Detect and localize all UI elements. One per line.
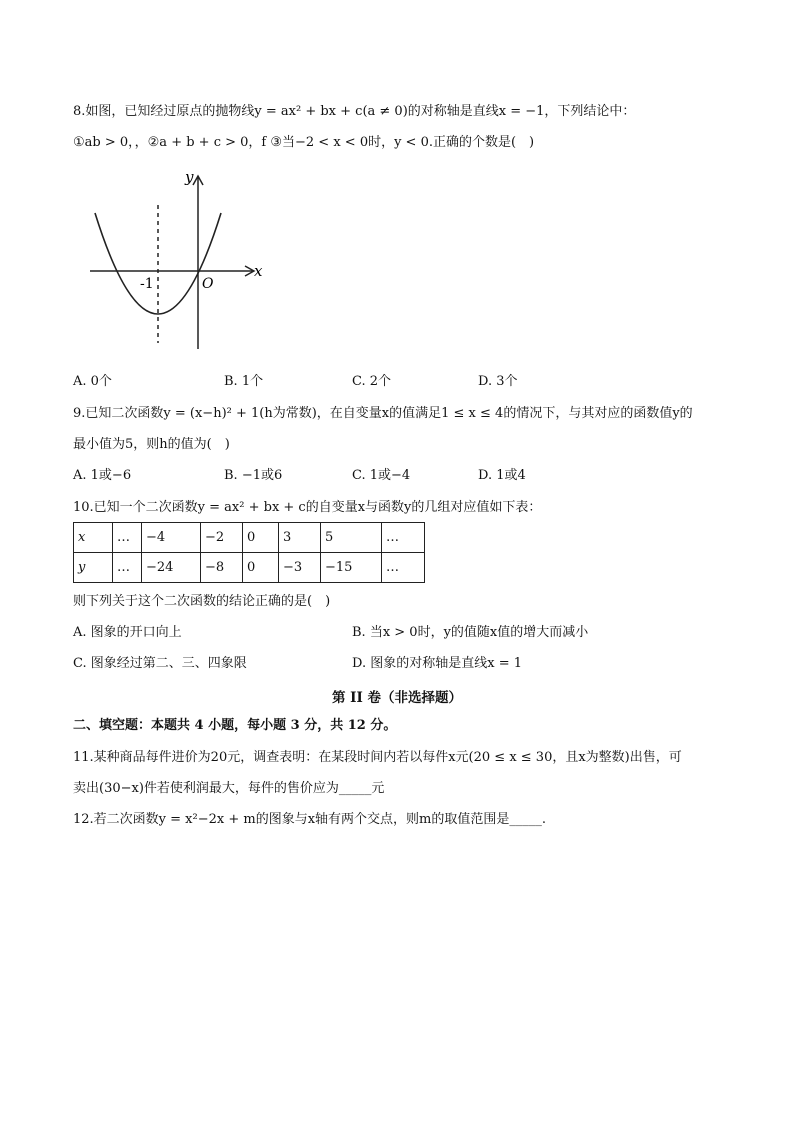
y-axis-label: y [185, 168, 194, 186]
q8-stem-line1: 8.如图，已知经过原点的抛物线y = ax² + bx + c(a ≠ 0)的对称轴是直线x = −1，下列结论中： [73, 104, 636, 119]
table-cell: −4 [142, 523, 201, 553]
q8-parabola-graph [85, 165, 270, 355]
table-cell: −2 [201, 523, 243, 553]
table-cell: −24 [142, 553, 201, 583]
q8-option-a[interactable]: A. 0个 [73, 374, 112, 389]
origin-label: O [202, 276, 214, 292]
table-cell: x [74, 523, 113, 553]
table-cell: … [382, 553, 425, 583]
q9-option-b[interactable]: B. −1或6 [224, 468, 283, 483]
table-cell: … [113, 553, 142, 583]
table-cell: 0 [243, 523, 279, 553]
x-axis-label: x [254, 262, 263, 280]
table-cell: −3 [279, 553, 321, 583]
table-cell: … [113, 523, 142, 553]
q8-option-b[interactable]: B. 1个 [224, 374, 264, 389]
q11-line1: 11.某种商品每件进价为20元，调查表明：在某段时间内若以每件x元(20 ≤ x ≤ 30，且x为整数)出售，可 [73, 750, 682, 765]
q10-values-table [73, 522, 425, 583]
q10-stem: 10.已知一个二次函数y = ax² + bx + c的自变量x与函数y的几组对应值如下表： [73, 500, 542, 515]
table-cell: −8 [201, 553, 243, 583]
table-cell: −15 [321, 553, 382, 583]
q9-option-c[interactable]: C. 1或−4 [352, 468, 411, 483]
q12-line1: 12.若二次函数y = x²−2x + m的图象与x轴有两个交点，则m的取值范围是_____. [73, 812, 546, 827]
table-row [74, 523, 425, 553]
table-cell: 0 [243, 553, 279, 583]
q9-option-d[interactable]: D. 1或4 [478, 468, 526, 483]
section2-header: 二、填空题：本题共 4 小题，每小题 3 分，共 12 分。 [73, 718, 397, 733]
q10-option-c[interactable]: C. 图象经过第二、三、四象限 [73, 656, 247, 671]
table-cell: 5 [321, 523, 382, 553]
q10-option-b[interactable]: B. 当x > 0时，y的值随x值的增大而减小 [352, 625, 589, 640]
q10-option-d[interactable]: D. 图象的对称轴是直线x = 1 [352, 656, 522, 671]
q11-line2: 卖出(30−x)件若使利润最大，每件的售价应为_____元 [73, 781, 385, 796]
section2-title: 第 II 卷（非选择题） [331, 690, 463, 706]
q8-stem-line2: ①ab > 0，，②a + b + c > 0，f ③当−2 < x < 0时，y < 0.正确的个数是( ) [73, 135, 535, 150]
q10-question: 则下列关于这个二次函数的结论正确的是( ) [73, 594, 331, 609]
q9-stem-line2: 最小值为5，则h的值为( ) [73, 437, 230, 452]
table-cell: … [382, 523, 425, 553]
q9-stem-line1: 9.已知二次函数y = (x−h)² + 1(h为常数)，在自变量x的值满足1 ≤ x ≤ 4的情况下，与其对应的函数值y的 [73, 406, 693, 421]
table-cell: 3 [279, 523, 321, 553]
table-cell: y [74, 553, 113, 583]
tick-label-minus-one: -1 [140, 276, 154, 292]
q10-option-a[interactable]: A. 图象的开口向上 [73, 625, 182, 640]
q8-option-c[interactable]: C. 2个 [352, 374, 392, 389]
q9-option-a[interactable]: A. 1或−6 [73, 468, 132, 483]
table-row [74, 553, 425, 583]
q8-option-d[interactable]: D. 3个 [478, 374, 518, 389]
